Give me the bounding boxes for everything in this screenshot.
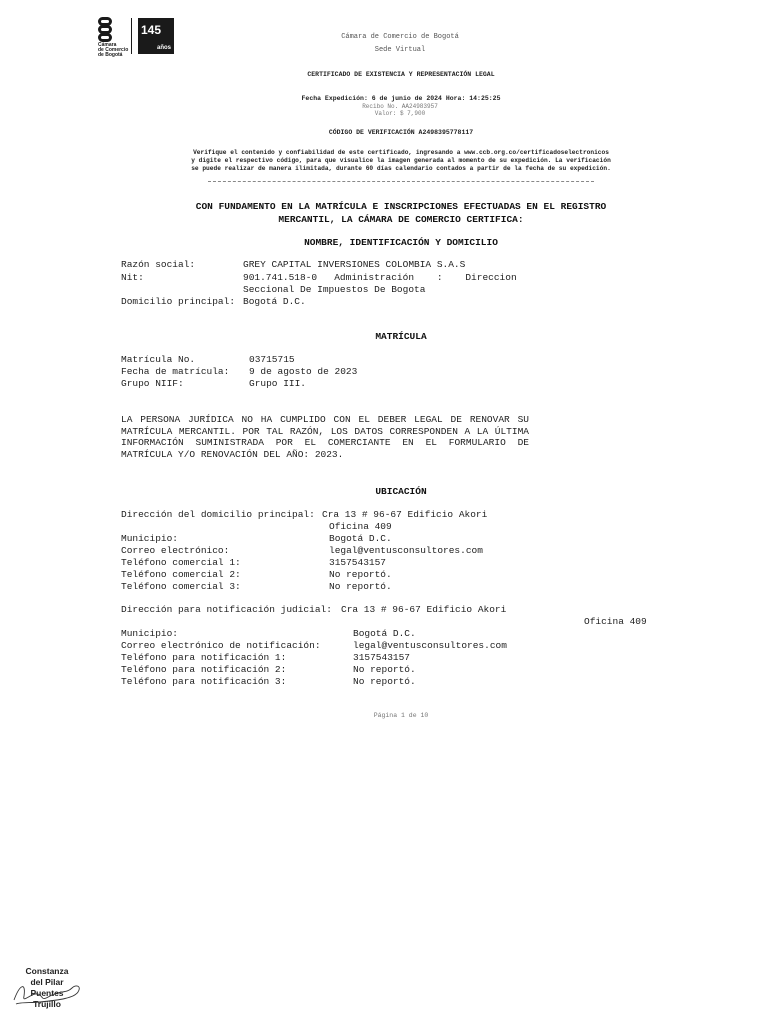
header-site: Sede Virtual — [374, 46, 426, 54]
verification-text: Verifique el contenido y confiabilidad de este certificado, ingresando a www.ccb.org.co/certificadoselectronicos y digite el respectivo código, para que visualice la imagen generada al momento de su expedición. La verificación se puede realizar de manera ilimitada, durante 60 días calendario contados a partir de la fecha de su expedición. — [191, 149, 611, 172]
email-label: Correo electrónico: — [121, 545, 230, 556]
municipio-label: Municipio: — [121, 533, 179, 544]
verification-code: CÓDIGO DE VERIFICACIÓN A2498395778117 — [328, 129, 474, 136]
section-title-identification: NOMBRE, IDENTIFICACIÓN Y DOMICILIO — [304, 237, 498, 248]
municipio-judicial-value: Bogotá D.C. — [353, 628, 416, 639]
telefono-notificacion-1-value: 3157543157 — [353, 652, 411, 663]
doc-title: CERTIFICADO DE EXISTENCIA Y REPRESENTACIÓN LEGAL — [307, 71, 495, 78]
grupo-niif-value: Grupo III. — [249, 378, 307, 389]
section-title-ubicacion: UBICACIÓN — [375, 486, 427, 497]
direccion-value: Cra 13 # 96-67 Edificio Akori — [322, 509, 488, 520]
signature-stamp — [10, 966, 90, 1012]
matricula-no-value: 03715715 — [249, 354, 295, 365]
certification-intro: CON FUNDAMENTO EN LA MATRÍCULA E INSCRIPCIONES EFECTUADAS EN EL REGISTRO MERCANTIL, LA CÁMARA DE COMERCIO CERTIFICA: — [195, 201, 607, 225]
telefono-notificacion-2-label: Teléfono para notificación 2: — [121, 664, 287, 675]
municipio-value: Bogotá D.C. — [329, 533, 392, 544]
ccb-logo-text: Cámara de Comercio de Bogotá — [98, 42, 129, 58]
nit-value-continued: Seccional De Impuestos De Bogota — [243, 284, 426, 295]
logo-divider — [131, 18, 132, 54]
telefono-2-label: Teléfono comercial 2: — [121, 569, 241, 580]
domicilio-label: Domicilio principal: — [121, 296, 236, 307]
grupo-niif-label: Grupo NIIF: — [121, 378, 184, 389]
anniversary-word: años — [156, 45, 171, 51]
razon-social-value: GREY CAPITAL INVERSIONES COLOMBIA S.A.S — [243, 259, 466, 270]
domicilio-value: Bogotá D.C. — [243, 296, 306, 307]
direccion-judicial-value: Cra 13 # 96-67 Edificio Akori — [341, 604, 507, 615]
direccion-label: Dirección del domicilio principal: — [121, 509, 315, 520]
header-org: Cámara de Comercio de Bogotá — [341, 33, 459, 41]
receipt-number: Recibo No. AA24983957 — [362, 103, 438, 110]
anniversary-logo — [138, 18, 174, 54]
nit-label: Nit: — [121, 272, 144, 283]
fecha-matricula-label: Fecha de matrícula: — [121, 366, 230, 377]
signer-name: Constanza del Pilar Puentes Trujillo — [25, 966, 69, 1009]
direccion-judicial-value-continued: Oficina 409 — [584, 616, 647, 627]
issue-date: Fecha Expedición: 6 de junio de 2024 Hora: 14:25:25 — [301, 95, 501, 102]
direccion-value-continued: Oficina 409 — [329, 521, 392, 532]
email-notificacion-value: legal@ventusconsultores.com — [353, 640, 507, 651]
telefono-notificacion-3-label: Teléfono para notificación 3: — [121, 676, 287, 687]
section-title-matricula: MATRÍCULA — [375, 331, 427, 342]
fecha-matricula-value: 9 de agosto de 2023 — [249, 366, 358, 377]
ccb-logo — [98, 17, 129, 58]
renewal-notice: LA PERSONA JURÍDICA NO HA CUMPLIDO CON EL DEBER LEGAL DE RENOVAR SU MATRÍCULA MERCANTIL. POR TAL RAZÓN, LOS DATOS CORRESPONDEN A LA ÚLTIMA INFORMACIÓN SUMINISTRADA POR EL COMERCIANTE EN EL FORMULARIO DE MATRÍCULA Y/O RENOVACIÓN DEL AÑO: 2023. — [121, 414, 529, 460]
telefono-3-value: No reportó. — [329, 581, 392, 592]
nit-value: 901.741.518-0 Administración : Direccion — [243, 272, 517, 283]
dashed-divider — [208, 181, 594, 182]
receipt-value: Valor: $ 7,900 — [374, 110, 426, 117]
telefono-2-value: No reportó. — [329, 569, 392, 580]
email-value: legal@ventusconsultores.com — [329, 545, 483, 556]
matricula-no-label: Matrícula No. — [121, 354, 196, 365]
page-number: Página 1 de 10 — [373, 712, 429, 719]
anniversary-number: 145 — [141, 23, 162, 37]
telefono-1-value: 3157543157 — [329, 557, 387, 568]
handwritten-signature-icon — [10, 974, 90, 1008]
telefono-1-label: Teléfono comercial 1: — [121, 557, 241, 568]
telefono-notificacion-3-value: No reportó. — [353, 676, 416, 687]
razon-social-label: Razón social: — [121, 259, 196, 270]
telefono-notificacion-2-value: No reportó. — [353, 664, 416, 675]
municipio-judicial-label: Municipio: — [121, 628, 179, 639]
telefono-notificacion-1-label: Teléfono para notificación 1: — [121, 652, 287, 663]
email-notificacion-label: Correo electrónico de notificación: — [121, 640, 321, 651]
telefono-3-label: Teléfono comercial 3: — [121, 581, 241, 592]
direccion-judicial-label: Dirección para notificación judicial: — [121, 604, 332, 615]
ccb-logo-ring-icon — [98, 33, 112, 42]
